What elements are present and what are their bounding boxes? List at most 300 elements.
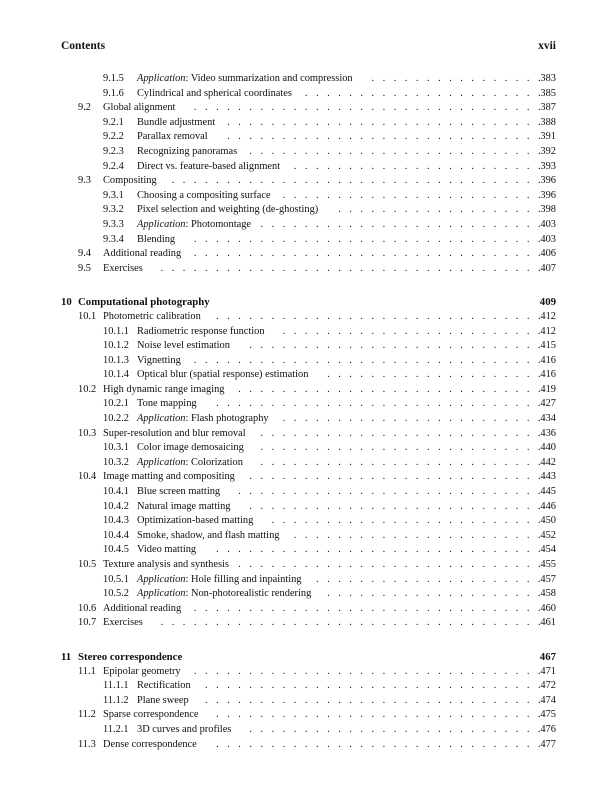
- leader-dot: .: [493, 486, 497, 498]
- leader-dot: .: [415, 340, 419, 352]
- entry-number: 10.5: [78, 559, 97, 570]
- toc-subsection-entry[interactable]: [0, 72, 614, 87]
- leader-dot: .: [538, 102, 541, 114]
- toc-subsection-entry[interactable]: [0, 514, 614, 529]
- leader-dot: .: [282, 723, 286, 735]
- leader-dot: .: [271, 544, 275, 556]
- leader-dot: .: [460, 427, 463, 439]
- toc-section-entry[interactable]: [0, 262, 614, 277]
- leader-dot: .: [482, 87, 486, 99]
- leader-dot: .: [371, 515, 375, 527]
- leader-dot: .: [482, 340, 486, 352]
- toc-section-entry[interactable]: [0, 427, 614, 442]
- leader-dot: .: [371, 233, 375, 245]
- toc-subsection-entry[interactable]: [0, 573, 614, 588]
- entry-title: [137, 130, 208, 145]
- leader-dot: .: [349, 218, 352, 230]
- leader-dot: .: [360, 680, 363, 692]
- leader-dot: .: [449, 383, 452, 395]
- leader-dot: .: [438, 175, 441, 187]
- leader-dot: .: [282, 340, 286, 352]
- entry-title-text: Epipolar geometry: [103, 665, 181, 677]
- leader-dot: .: [371, 145, 375, 157]
- toc-subsection-entry[interactable]: [0, 130, 614, 145]
- leader-dot: .: [415, 116, 419, 128]
- leader-dot: .: [393, 233, 397, 245]
- leader-dot: .: [515, 515, 519, 527]
- toc-section-entry[interactable]: [0, 247, 614, 262]
- leader-dot: .: [393, 73, 397, 84]
- leader-dot: .: [438, 160, 441, 172]
- leader-dot: .: [526, 515, 530, 527]
- leader-dot: .: [349, 588, 352, 600]
- leader-dot: .: [293, 131, 297, 143]
- leader-dot: .: [249, 544, 252, 556]
- leader-dot: .: [293, 248, 297, 260]
- leader-dot: .: [349, 160, 352, 172]
- leader-dot: .: [404, 160, 408, 172]
- leader-dot: .: [260, 544, 264, 556]
- entry-title-text: Global alignment: [103, 102, 176, 114]
- leader-dot: .: [427, 544, 430, 556]
- leader-dot: .: [227, 680, 230, 692]
- toc-subsection-entry[interactable]: [0, 368, 614, 383]
- leader-dot: .: [504, 427, 508, 439]
- leader-dot: .: [293, 680, 297, 692]
- leader-dot: .: [415, 175, 419, 187]
- entry-page-number: 415: [540, 340, 556, 352]
- leader-dot: .: [382, 617, 386, 629]
- leader-dot: .: [338, 709, 341, 721]
- entry-page-number: 403: [540, 233, 556, 245]
- toc-subsection-entry[interactable]: [0, 500, 614, 515]
- leader-dot: .: [249, 723, 252, 735]
- leader-dot: .: [282, 456, 286, 468]
- toc-subsection-entry[interactable]: [0, 543, 614, 558]
- toc-subsection-entry[interactable]: [0, 218, 614, 233]
- leader-dot: .: [360, 471, 363, 483]
- toc-section-entry[interactable]: [0, 310, 614, 325]
- leader-dot: .: [538, 471, 541, 483]
- leader-dot: .: [438, 204, 441, 216]
- entry-title: [137, 573, 302, 588]
- entry-title-text: Noise level estimation: [137, 340, 230, 352]
- toc-subsection-entry[interactable]: [0, 485, 614, 500]
- entry-number: 10.7: [78, 617, 97, 629]
- leader-dot: .: [515, 204, 519, 216]
- leader-dot: .: [515, 694, 519, 706]
- leader-dot: .: [316, 500, 319, 512]
- leader-dot: .: [338, 529, 341, 541]
- leader-dot: .: [515, 262, 519, 274]
- leader-dot: .: [404, 233, 408, 245]
- leader-dot: .: [216, 262, 219, 274]
- leader-dot: .: [493, 573, 497, 585]
- toc-subsection-entry[interactable]: [0, 233, 614, 248]
- entry-title: [103, 310, 201, 325]
- leader-dot: .: [371, 175, 375, 187]
- leader-dot: .: [393, 369, 397, 381]
- leader-dot: .: [382, 102, 386, 114]
- leader-dot: .: [260, 738, 264, 750]
- leader-dot: .: [382, 354, 386, 366]
- leader-dot: .: [382, 709, 386, 721]
- leader-dot: .: [438, 680, 441, 692]
- leader-dot: .: [515, 738, 519, 750]
- leader-dot: .: [504, 680, 508, 692]
- leader-dot: .: [338, 248, 341, 260]
- toc-section-entry[interactable]: [0, 558, 614, 573]
- entry-page-number: 454: [540, 544, 556, 556]
- toc-subsection-entry[interactable]: [0, 339, 614, 354]
- entry-title-text: Blue screen matting: [137, 486, 221, 498]
- leader-dot: .: [393, 456, 397, 468]
- leader-dot: .: [427, 325, 430, 337]
- leader-dot: .: [471, 500, 474, 512]
- toc-subsection-entry[interactable]: [0, 529, 614, 544]
- leader-dot: .: [526, 665, 530, 677]
- leader-dot: .: [515, 87, 519, 99]
- leader-dot: .: [427, 87, 430, 99]
- toc-chapter-entry[interactable]: [0, 295, 614, 310]
- leader-dot: .: [526, 398, 530, 410]
- leader-dot: .: [538, 354, 541, 366]
- leader-dot: .: [238, 559, 241, 570]
- leader-dot: .: [193, 233, 197, 245]
- leader-dot: .: [338, 602, 341, 614]
- leader-dot: .: [293, 529, 297, 541]
- entry-page-number: 476: [540, 723, 556, 735]
- leader-dot: .: [371, 617, 375, 629]
- leader-dot: .: [460, 573, 463, 585]
- leader-dot: .: [460, 602, 463, 614]
- entry-page-number: 393: [540, 160, 556, 172]
- leader-dot: .: [371, 398, 375, 410]
- leader-dot: .: [271, 398, 275, 410]
- leader-dot: .: [171, 175, 175, 187]
- leader-dot: .: [293, 310, 297, 322]
- leader-dot: .: [360, 354, 363, 366]
- leader-dot: .: [526, 442, 530, 454]
- leader-dot: .: [382, 218, 386, 230]
- leader-dot: .: [460, 369, 463, 381]
- entry-number: 10.1.1: [103, 325, 129, 337]
- leader-dot: .: [260, 709, 264, 721]
- leader-dot: .: [538, 340, 541, 352]
- entry-title-text: Sparse correspondence: [103, 709, 199, 721]
- leader-dot: .: [393, 102, 397, 114]
- leader-dot: .: [327, 398, 330, 410]
- leader-dot: .: [415, 544, 419, 556]
- leader-dot: .: [393, 709, 397, 721]
- entry-title: [137, 529, 279, 544]
- leader-dot: .: [293, 413, 297, 425]
- leader-dot: .: [393, 398, 397, 410]
- leader-dot: .: [249, 559, 252, 570]
- running-head: [61, 40, 556, 52]
- entry-number: 11.3: [78, 738, 96, 750]
- leader-dot: .: [393, 515, 397, 527]
- leader-dot: .: [493, 310, 497, 322]
- leader-dot: .: [260, 131, 264, 143]
- toc-section-entry[interactable]: [0, 708, 614, 723]
- leader-dot: .: [171, 617, 175, 629]
- leader-dot: .: [282, 471, 286, 483]
- leader-dot: .: [205, 233, 208, 245]
- leader-dot: .: [227, 709, 230, 721]
- leader-dot: .: [371, 160, 375, 172]
- leader-dot: .: [449, 175, 452, 187]
- leader-dot: .: [504, 573, 508, 585]
- entry-title: [103, 174, 157, 189]
- toc-section-entry[interactable]: [0, 738, 614, 753]
- entry-page-number: 467: [539, 650, 556, 663]
- leader-dot: .: [471, 709, 474, 721]
- leader-dot: .: [316, 471, 319, 483]
- leader-dot: .: [304, 471, 308, 483]
- leader-dot: .: [460, 665, 463, 677]
- leader-dot: .: [293, 189, 297, 201]
- leader-dot: .: [427, 398, 430, 410]
- entry-title: [103, 427, 246, 442]
- leader-dot: .: [327, 694, 330, 706]
- entry-number: 11.2: [78, 709, 96, 721]
- entry-title-emphasis: Application: [137, 413, 186, 425]
- leader-dot: .: [260, 602, 264, 614]
- toc-section-entry[interactable]: [0, 174, 614, 189]
- toc-section-entry[interactable]: [0, 602, 614, 617]
- leader-dot: .: [493, 248, 497, 260]
- leader-dot: .: [404, 175, 408, 187]
- toc-subsection-entry[interactable]: [0, 325, 614, 340]
- leader-dot: .: [304, 160, 308, 172]
- leader-dot: .: [504, 529, 508, 541]
- leader-dot: .: [460, 73, 463, 84]
- leader-dot: .: [349, 325, 352, 337]
- entry-page-number: 455: [540, 559, 556, 570]
- leader-dot: .: [360, 87, 363, 99]
- leader-dot: .: [182, 262, 186, 274]
- leader-dot: .: [349, 354, 352, 366]
- leader-dot: .: [371, 588, 375, 600]
- leader-dot: .: [327, 325, 330, 337]
- entry-page-number: 385: [540, 87, 556, 99]
- leader-dot: .: [338, 116, 341, 128]
- leader-dot: .: [316, 456, 319, 468]
- leader-dot: .: [282, 354, 286, 366]
- leader-dot: .: [449, 369, 452, 381]
- leader-dot: .: [193, 665, 197, 677]
- leader-dot: .: [493, 427, 497, 439]
- toc-subsection-entry[interactable]: [0, 694, 614, 709]
- leader-dot: .: [371, 383, 375, 395]
- leader-dot: .: [304, 233, 308, 245]
- leader-dot: .: [538, 738, 541, 750]
- leader-dot: .: [415, 515, 419, 527]
- toc-section-entry[interactable]: [0, 616, 614, 631]
- leader-dot: .: [216, 354, 219, 366]
- leader-dot: .: [360, 204, 363, 216]
- leader-dot: .: [216, 102, 219, 114]
- toc-subsection-entry[interactable]: [0, 441, 614, 456]
- entry-title-text: Color image demosaicing: [137, 442, 244, 454]
- leader-dot: .: [338, 544, 341, 556]
- leader-dot: .: [371, 325, 375, 337]
- leader-dot: .: [227, 398, 230, 410]
- entry-number: 10.3.1: [103, 442, 129, 454]
- leader-dot: .: [404, 617, 408, 629]
- leader-dot: .: [415, 738, 419, 750]
- entry-title: [78, 295, 210, 310]
- leader-dot: .: [415, 456, 419, 468]
- leader-dot: .: [449, 602, 452, 614]
- leader-dot: .: [182, 175, 186, 187]
- toc-subsection-entry[interactable]: [0, 679, 614, 694]
- leader-dot: .: [327, 573, 330, 585]
- leader-dot: .: [316, 398, 319, 410]
- leader-dot: .: [382, 73, 386, 84]
- leader-dot: .: [460, 559, 463, 570]
- entry-page-number: 477: [540, 738, 556, 750]
- leader-dot: .: [493, 189, 497, 201]
- toc-subsection-entry[interactable]: [0, 145, 614, 160]
- leader-dot: .: [538, 369, 541, 381]
- toc-section-entry[interactable]: [0, 665, 614, 680]
- leader-dot: .: [427, 665, 430, 677]
- leader-dot: .: [415, 218, 419, 230]
- leader-dot: .: [382, 665, 386, 677]
- toc-subsection-entry[interactable]: [0, 189, 614, 204]
- entry-title: [103, 665, 181, 680]
- leader-dot: .: [482, 160, 486, 172]
- toc-subsection-entry[interactable]: [0, 354, 614, 369]
- leader-dot: .: [393, 116, 397, 128]
- leader-dot: .: [271, 218, 275, 230]
- entry-page-number: 471: [540, 665, 556, 677]
- leader-dot: .: [427, 175, 430, 187]
- entry-number: 10.4.3: [103, 515, 129, 527]
- leader-dot: .: [271, 738, 275, 750]
- toc-subsection-entry[interactable]: [0, 116, 614, 131]
- leader-dot: .: [460, 471, 463, 483]
- toc-subsection-entry[interactable]: [0, 203, 614, 218]
- entry-title-text: Dense correspondence: [103, 738, 197, 750]
- toc-subsection-entry[interactable]: [0, 723, 614, 738]
- leader-dot: .: [193, 175, 197, 187]
- leader-dot: .: [271, 248, 275, 260]
- entry-page-number: 412: [540, 325, 556, 337]
- entry-title: [103, 558, 229, 573]
- leader-dot: .: [360, 573, 363, 585]
- leader-dot: .: [382, 340, 386, 352]
- entry-page-number: 443: [540, 471, 556, 483]
- leader-dot: .: [526, 116, 530, 128]
- entry-number: 9.1.6: [103, 87, 124, 99]
- leader-dot: .: [282, 602, 286, 614]
- leader-dot: .: [449, 145, 452, 157]
- leader-dot: .: [404, 310, 408, 322]
- entry-title: [137, 203, 318, 218]
- leader-dot: .: [249, 310, 252, 322]
- leader-dot: .: [327, 559, 330, 570]
- leader-dot: .: [526, 160, 530, 172]
- leader-dot: .: [382, 738, 386, 750]
- entry-number: 11.1.2: [103, 694, 129, 706]
- entry-title: [137, 218, 251, 233]
- leader-dot: .: [349, 617, 352, 629]
- leader-dot: .: [327, 369, 330, 381]
- leader-dot: .: [493, 175, 497, 187]
- entry-page-number: 436: [540, 427, 556, 439]
- leader-dot: .: [238, 248, 241, 260]
- toc-subsection-entry[interactable]: [0, 87, 614, 102]
- leader-dot: .: [382, 456, 386, 468]
- leader-dot: .: [249, 233, 252, 245]
- leader-dot: .: [338, 665, 341, 677]
- leader-dot: .: [460, 738, 463, 750]
- leader-dot: .: [493, 709, 497, 721]
- leader-dot: .: [327, 529, 330, 541]
- leader-dot: .: [460, 694, 463, 706]
- leader-dot: .: [238, 680, 241, 692]
- toc-section-entry[interactable]: [0, 383, 614, 398]
- leader-dot: .: [304, 248, 308, 260]
- leader-dot: .: [460, 116, 463, 128]
- toc-chapter-entry[interactable]: [0, 650, 614, 665]
- toc-section-entry[interactable]: [0, 470, 614, 485]
- leader-dot: .: [438, 116, 441, 128]
- entry-title: [103, 247, 181, 262]
- toc-section-entry[interactable]: [0, 101, 614, 116]
- leader-dot: .: [316, 116, 319, 128]
- leader-dot: .: [538, 383, 541, 395]
- leader-dot: .: [216, 617, 219, 629]
- leader-dot: .: [260, 680, 264, 692]
- leader-dot: .: [338, 617, 341, 629]
- leader-dot: .: [515, 617, 519, 629]
- leader-dot: .: [282, 694, 286, 706]
- leader-dot: .: [316, 738, 319, 750]
- leader-dot: .: [316, 602, 319, 614]
- leader-dot: .: [471, 131, 474, 143]
- leader-dot: .: [304, 175, 308, 187]
- leader-dot: .: [504, 738, 508, 750]
- toc-subsection-entry[interactable]: [0, 587, 614, 602]
- toc-subsection-entry[interactable]: [0, 160, 614, 175]
- leader-dot: .: [449, 427, 452, 439]
- leader-dot: .: [393, 248, 397, 260]
- leader-dot: .: [182, 617, 186, 629]
- leader-dot: .: [216, 738, 219, 750]
- leader-dot: .: [493, 398, 497, 410]
- toc-subsection-entry[interactable]: [0, 397, 614, 412]
- toc-subsection-entry[interactable]: [0, 412, 614, 427]
- leader-dot: .: [427, 369, 430, 381]
- leader-dot: .: [404, 709, 408, 721]
- leader-dot: .: [504, 544, 508, 556]
- leader-dot: .: [271, 262, 275, 274]
- leader-dot: .: [360, 588, 363, 600]
- leader-dot: .: [338, 340, 341, 352]
- toc-subsection-entry[interactable]: [0, 456, 614, 471]
- leader-dot: .: [271, 354, 275, 366]
- leader-dot: .: [371, 262, 375, 274]
- leader-dot: .: [271, 310, 275, 322]
- leader-dot: .: [471, 145, 474, 157]
- leader-dot: .: [338, 354, 341, 366]
- leader-dot: .: [493, 471, 497, 483]
- leader-dot: .: [493, 442, 497, 454]
